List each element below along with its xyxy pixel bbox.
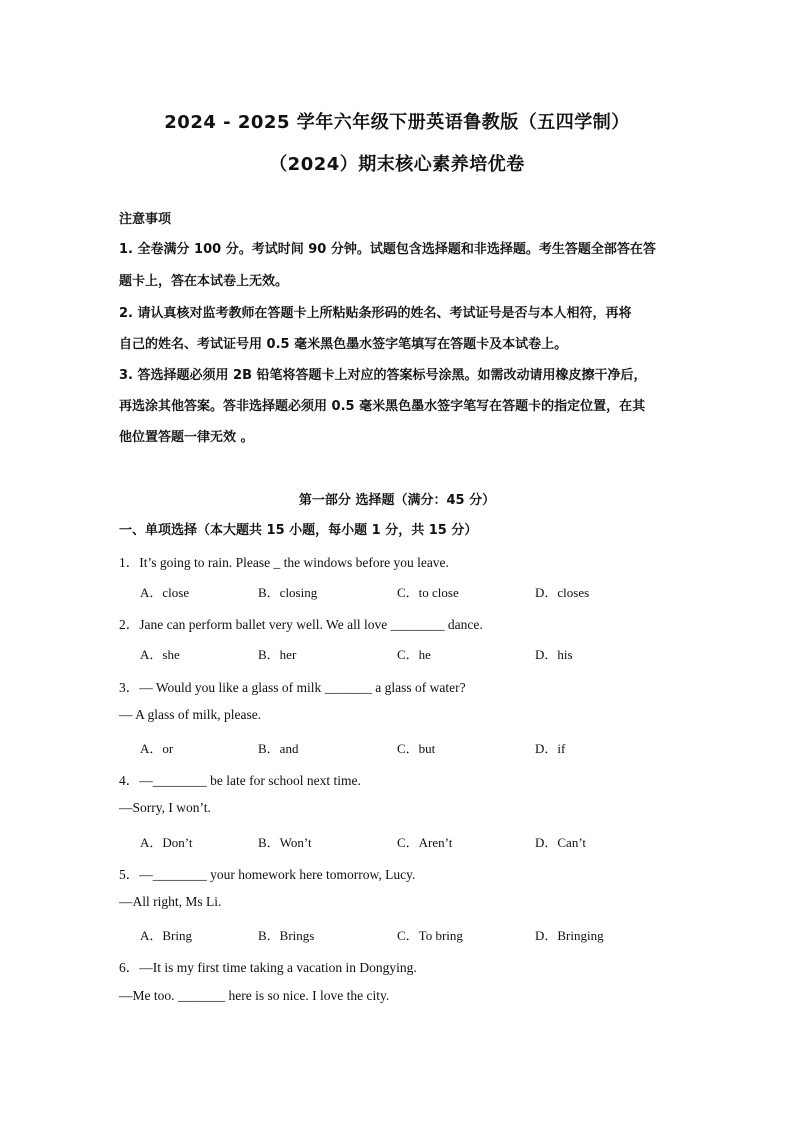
option-d: D．if <box>535 741 566 756</box>
option-c: C．he <box>397 647 431 662</box>
notice-heading: 注意事项 <box>119 212 172 227</box>
question-text: 2．Jane can perform ballet very well. We all love ________ dance. <box>119 617 483 632</box>
option-d: D．Bringing <box>535 928 604 943</box>
option-c: C．to close <box>397 585 459 600</box>
option-c: C．To bring <box>397 928 463 943</box>
option-b: B．closing <box>258 585 318 600</box>
notice-line: 再选涂其他答案。答非选择题必须用 0.5 毫米黑色墨水签字笔写在答题卡的指定位置，在其 <box>119 399 646 414</box>
question-response: —All right, Ms Li. <box>119 894 222 909</box>
notice-line: 他位置答题一律无效 。 <box>119 430 254 445</box>
question-text: 6．—It is my first time taking a vacation in Dongying. <box>119 960 417 975</box>
notice-line: 1. 全卷满分 100 分。考试时间 90 分钟。试题包含选择题和非选择题。考生答题全部答在答 <box>119 242 656 257</box>
question-response: —Me too. _______ here is so nice. I love the city. <box>119 988 390 1003</box>
option-a: A．she <box>140 647 180 662</box>
option-a: A．close <box>140 585 190 600</box>
notice-line: 3. 答选择题必须用 2B 铅笔将答题卡上对应的答案标号涂黑。如需改动请用橡皮擦干净后， <box>119 368 647 383</box>
section-heading: 一、单项选择（本大题共 15 小题，每小题 1 分，共 15 分） <box>119 523 478 538</box>
option-c: C．but <box>397 741 436 756</box>
option-b: B．Brings <box>258 928 315 943</box>
notice-line: 2. 请认真核对监考教师在答题卡上所粘贴条形码的姓名、考试证号是否与本人相符，再将 <box>119 306 632 321</box>
option-a: A．Bring <box>140 928 193 943</box>
question-text: 3．— Would you like a glass of milk _______ a glass of water? <box>119 680 466 695</box>
question-text: 5．—________ your homework here tomorrow, Lucy. <box>119 867 416 882</box>
option-c: C．Aren’t <box>397 835 453 850</box>
question-response: —Sorry, I won’t. <box>119 800 211 815</box>
option-a: A．Don’t <box>140 835 193 850</box>
option-d: D．his <box>535 647 573 662</box>
option-d: D．closes <box>535 585 590 600</box>
notice-line: 自己的姓名、考试证号用 0.5 毫米黑色墨水签字笔填写在答题卡及本试卷上。 <box>119 337 568 352</box>
exam-title-line-1: 2024 - 2025 学年六年级下册英语鲁教版（五四学制） <box>164 112 630 133</box>
option-b: B．and <box>258 741 299 756</box>
option-d: D．Can’t <box>535 835 587 850</box>
option-a: A．or <box>140 741 174 756</box>
notice-line: 题卡上，答在本试卷上无效。 <box>119 274 289 289</box>
option-b: B．her <box>258 647 297 662</box>
question-text: 4．—________ be late for school next time. <box>119 773 361 788</box>
part-heading: 第一部分 选择题（满分：45 分） <box>298 493 496 508</box>
question-response: — A glass of milk, please. <box>119 707 262 722</box>
option-b: B．Won’t <box>258 835 312 850</box>
exam-title-line-2: （2024）期末核心素养培优卷 <box>269 154 525 175</box>
question-text: 1．It’s going to rain. Please _ the windows before you leave. <box>119 555 449 570</box>
